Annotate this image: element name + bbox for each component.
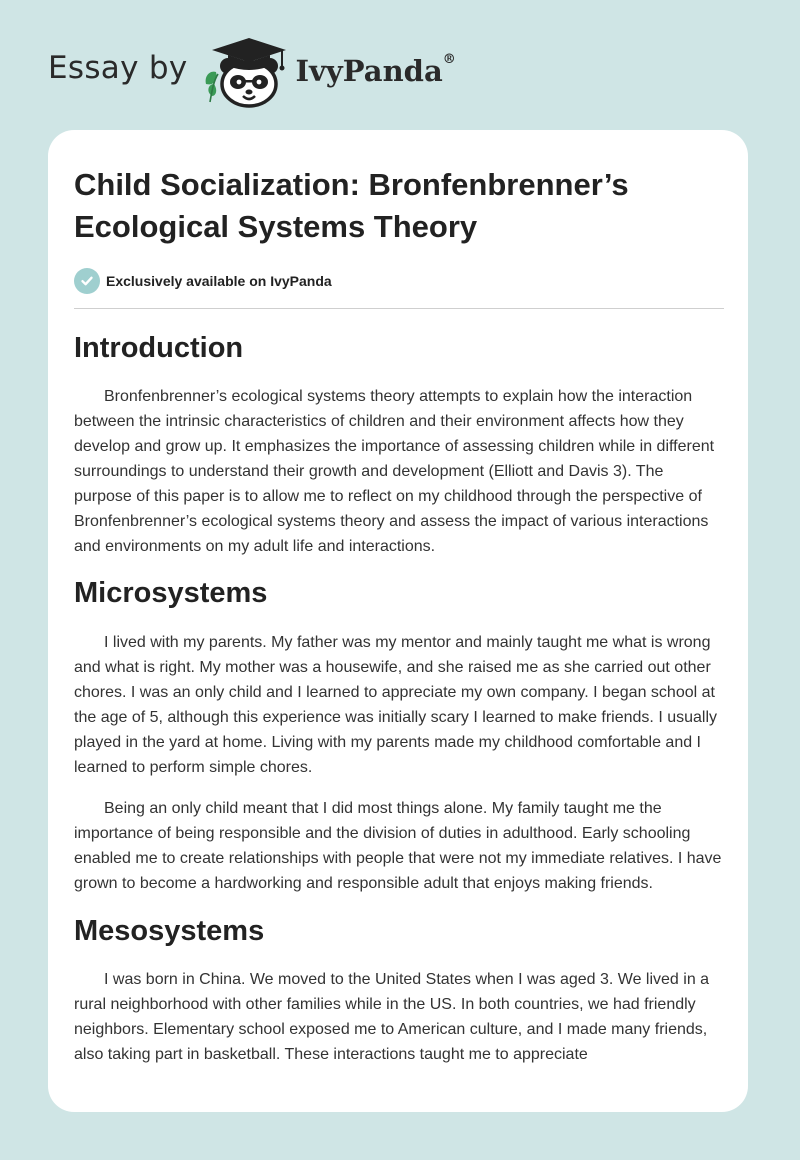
- paragraph: I was born in China. We moved to the United States when I was aged 3. We lived in a rural neighborhood with other families while in the US. In both countries, we had friendly neighbors. Elementary school exposed me to American culture, and I made many friends, also taking part in basketball. These interactions taught me to appreciate: [74, 971, 710, 1063]
- section-heading-mesosystems: Mesosystems: [74, 915, 265, 947]
- paragraph: Being an only child meant that I did most things alone. My family taught me the importance of being responsible and the division of duties in adulthood. Early schooling enabled me to create relationships with people that were not my immediate relatives. I have grown to become a hardworking and responsible adult that enjoys making friends.: [74, 800, 722, 892]
- paragraph: Bronfenbrenner’s ecological systems theory attempts to explain how the interaction between the intrinsic characteristics of children and their environment affects how they develop and grow up. It emphasizes the importance of assessing children while in different surroundings to understand their growth and development (Elliott and Davis 3). The purpose of this paper is to allow me to reflect on my childhood through the perspective of Bronfenbrenner’s ecological systems theory and assess the impact of various interactions and environments on my adult life and interactions.: [74, 388, 715, 555]
- brand-name[interactable]: IvyPanda®: [295, 52, 456, 88]
- paragraph: I lived with my parents. My father was my mentor and mainly taught me what is wrong and what is right. My mother was a housewife, and she raised me as she carried out other chores. I was an only child and I learned to appreciate my own company. I began school at the age of 5, although this experience was initially scary I learned to make friends. I usually played in the yard at home. Living with my parents made my childhood comfortable and I learned to perform simple chores.: [74, 634, 718, 776]
- panda-graduate-icon[interactable]: [202, 32, 294, 108]
- essay-title: Child Socialization: Bronfenbrenner’s Ecological Systems Theory: [74, 167, 629, 244]
- section-heading-introduction: Introduction: [74, 332, 244, 364]
- essay-by-label: Essay by: [48, 50, 188, 86]
- registered-mark: ®: [442, 52, 456, 67]
- exclusive-badge: [74, 268, 724, 294]
- check-icon: [74, 268, 100, 294]
- essay-content: [74, 164, 724, 1067]
- divider: [74, 308, 724, 309]
- essay-card: [48, 130, 748, 1112]
- exclusive-label: Exclusively available on IvyPanda: [106, 273, 332, 289]
- section-heading-microsystems: Microsystems: [74, 577, 268, 609]
- site-header: [48, 30, 456, 110]
